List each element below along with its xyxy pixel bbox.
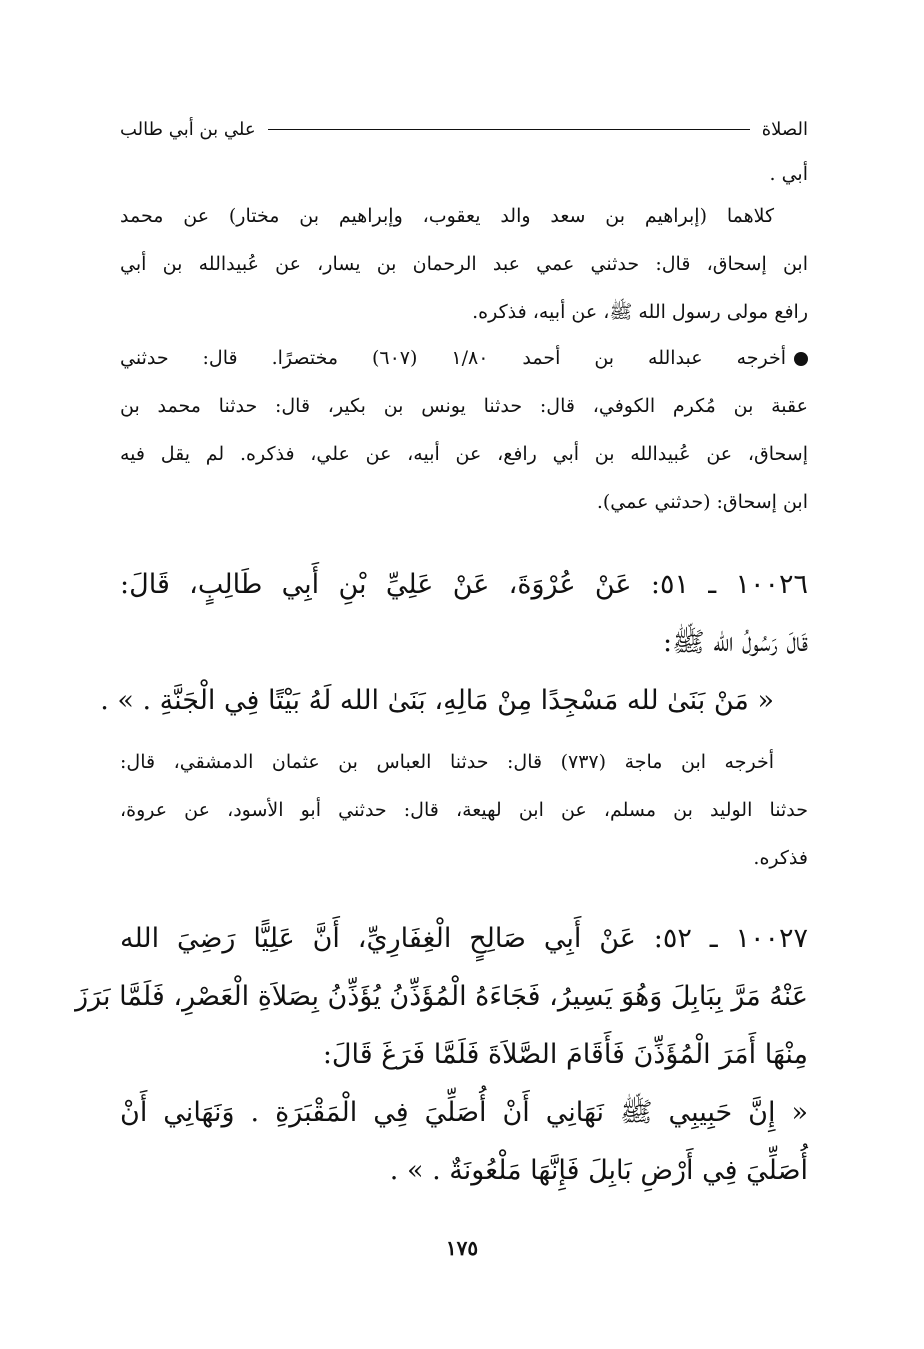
hadith-heading: ١٠٠٢٧ ـ ٥٢: عَنْ أَبِي صَالِحٍ الْغِفَارِيِّ، أَنَّ عَلِيًّا رَضِيَ الله <box>120 923 809 954</box>
text-line: إسحاق، عن عُبيدالله بن أبي رافع، عن أبيه، عن علي، فذكره. لم يقل فيه <box>120 443 808 465</box>
text-line: فذكره. <box>753 847 808 869</box>
hadith-quote: « إِنَّ حَبِيبِي ﷺ نَهَانِي أَنْ أُصَلِّيَ فِي الْمَقْبَرَةِ . وَنَهَانِي أَنْ <box>120 1097 808 1128</box>
text-line: أخرجه ابن ماجة (٧٣٧) قال: حدثنا العباس بن عثمان الدمشقي، قال: <box>120 751 774 773</box>
paragraph-continuation <box>120 150 808 198</box>
paragraph-takhrij-2 <box>120 738 808 882</box>
hadith-quote: أُصَلِّيَ فِي أَرْضِ بَابِلَ فَإِنَّهَا مَلْعُونَةٌ . » . <box>389 1155 808 1186</box>
hadith-quote: « مَنْ بَنَىٰ لله مَسْجِدًا مِنْ مَالِهِ، بَنَىٰ الله لَهُ بَيْتًا فِي الْجَنَّةِ . » . <box>100 685 774 716</box>
text-line: عقبة بن مُكرم الكوفي، قال: حدثنا يونس بن بكير، قال: حدثنا محمد بن <box>120 395 808 417</box>
page-number: ١٧٥ <box>445 1236 479 1260</box>
header-chapter: الصلاة <box>761 118 808 140</box>
text-line: أبي . <box>769 163 808 185</box>
hadith-line: مِنْهَا أَمَرَ الْمُؤَذِّنَ فَأَقَامَ الصَّلاَةَ فَلَمَّا فَرَغَ قَالَ: <box>322 1039 808 1070</box>
text-line: ابن إسحاق: (حدثني عمي). <box>596 491 808 513</box>
hadith-10026 <box>100 556 808 730</box>
header-rule <box>268 129 750 130</box>
text-line: ابن إسحاق، قال: حدثني عمي عبد الرحمان بن يسار، عن عُبيدالله بن أبي <box>120 253 808 275</box>
paragraph-narration <box>120 192 808 336</box>
header-author: علي بن أبي طالب <box>120 118 256 140</box>
hadith-10027 <box>75 910 809 1200</box>
text-line: أخرجه عبدالله بن أحمد ١/٨٠ (٦٠٧) مختصرًا. قال: حدثني <box>120 334 808 382</box>
text-line: حدثنا الوليد بن مسلم، عن ابن لهيعة، قال: حدثني أبو الأسود، عن عروة، <box>120 799 808 821</box>
text-line: رافع مولى رسول الله ﷺ، عن أبيه، فذكره. <box>472 301 808 323</box>
hadith-line: قَالَ رَسُولُ الله ﷺ: <box>662 627 808 658</box>
bullet-icon <box>794 352 808 366</box>
hadith-line: عَنْهُ مَرَّ بِبَابِلَ وَهُوَ يَسِيرُ، فَجَاءَهُ الْمُؤَذِّنُ يُؤَذِّنُ بِصَلاَةِ الْعَصْرِ، فَلَمَّا بَرَزَ <box>75 981 808 1012</box>
hadith-heading: ١٠٠٢٦ ـ ٥١: عَنْ عُرْوَةَ، عَنْ عَلِيِّ بْنِ أَبِي طَالِبٍ، قَالَ: <box>120 569 808 600</box>
running-header <box>120 112 808 146</box>
paragraph-takhrij-1 <box>120 334 808 526</box>
text-line: كلاهما (إبراهيم بن سعد والد يعقوب، وإبراهيم بن مختار) عن محمد <box>120 205 774 227</box>
